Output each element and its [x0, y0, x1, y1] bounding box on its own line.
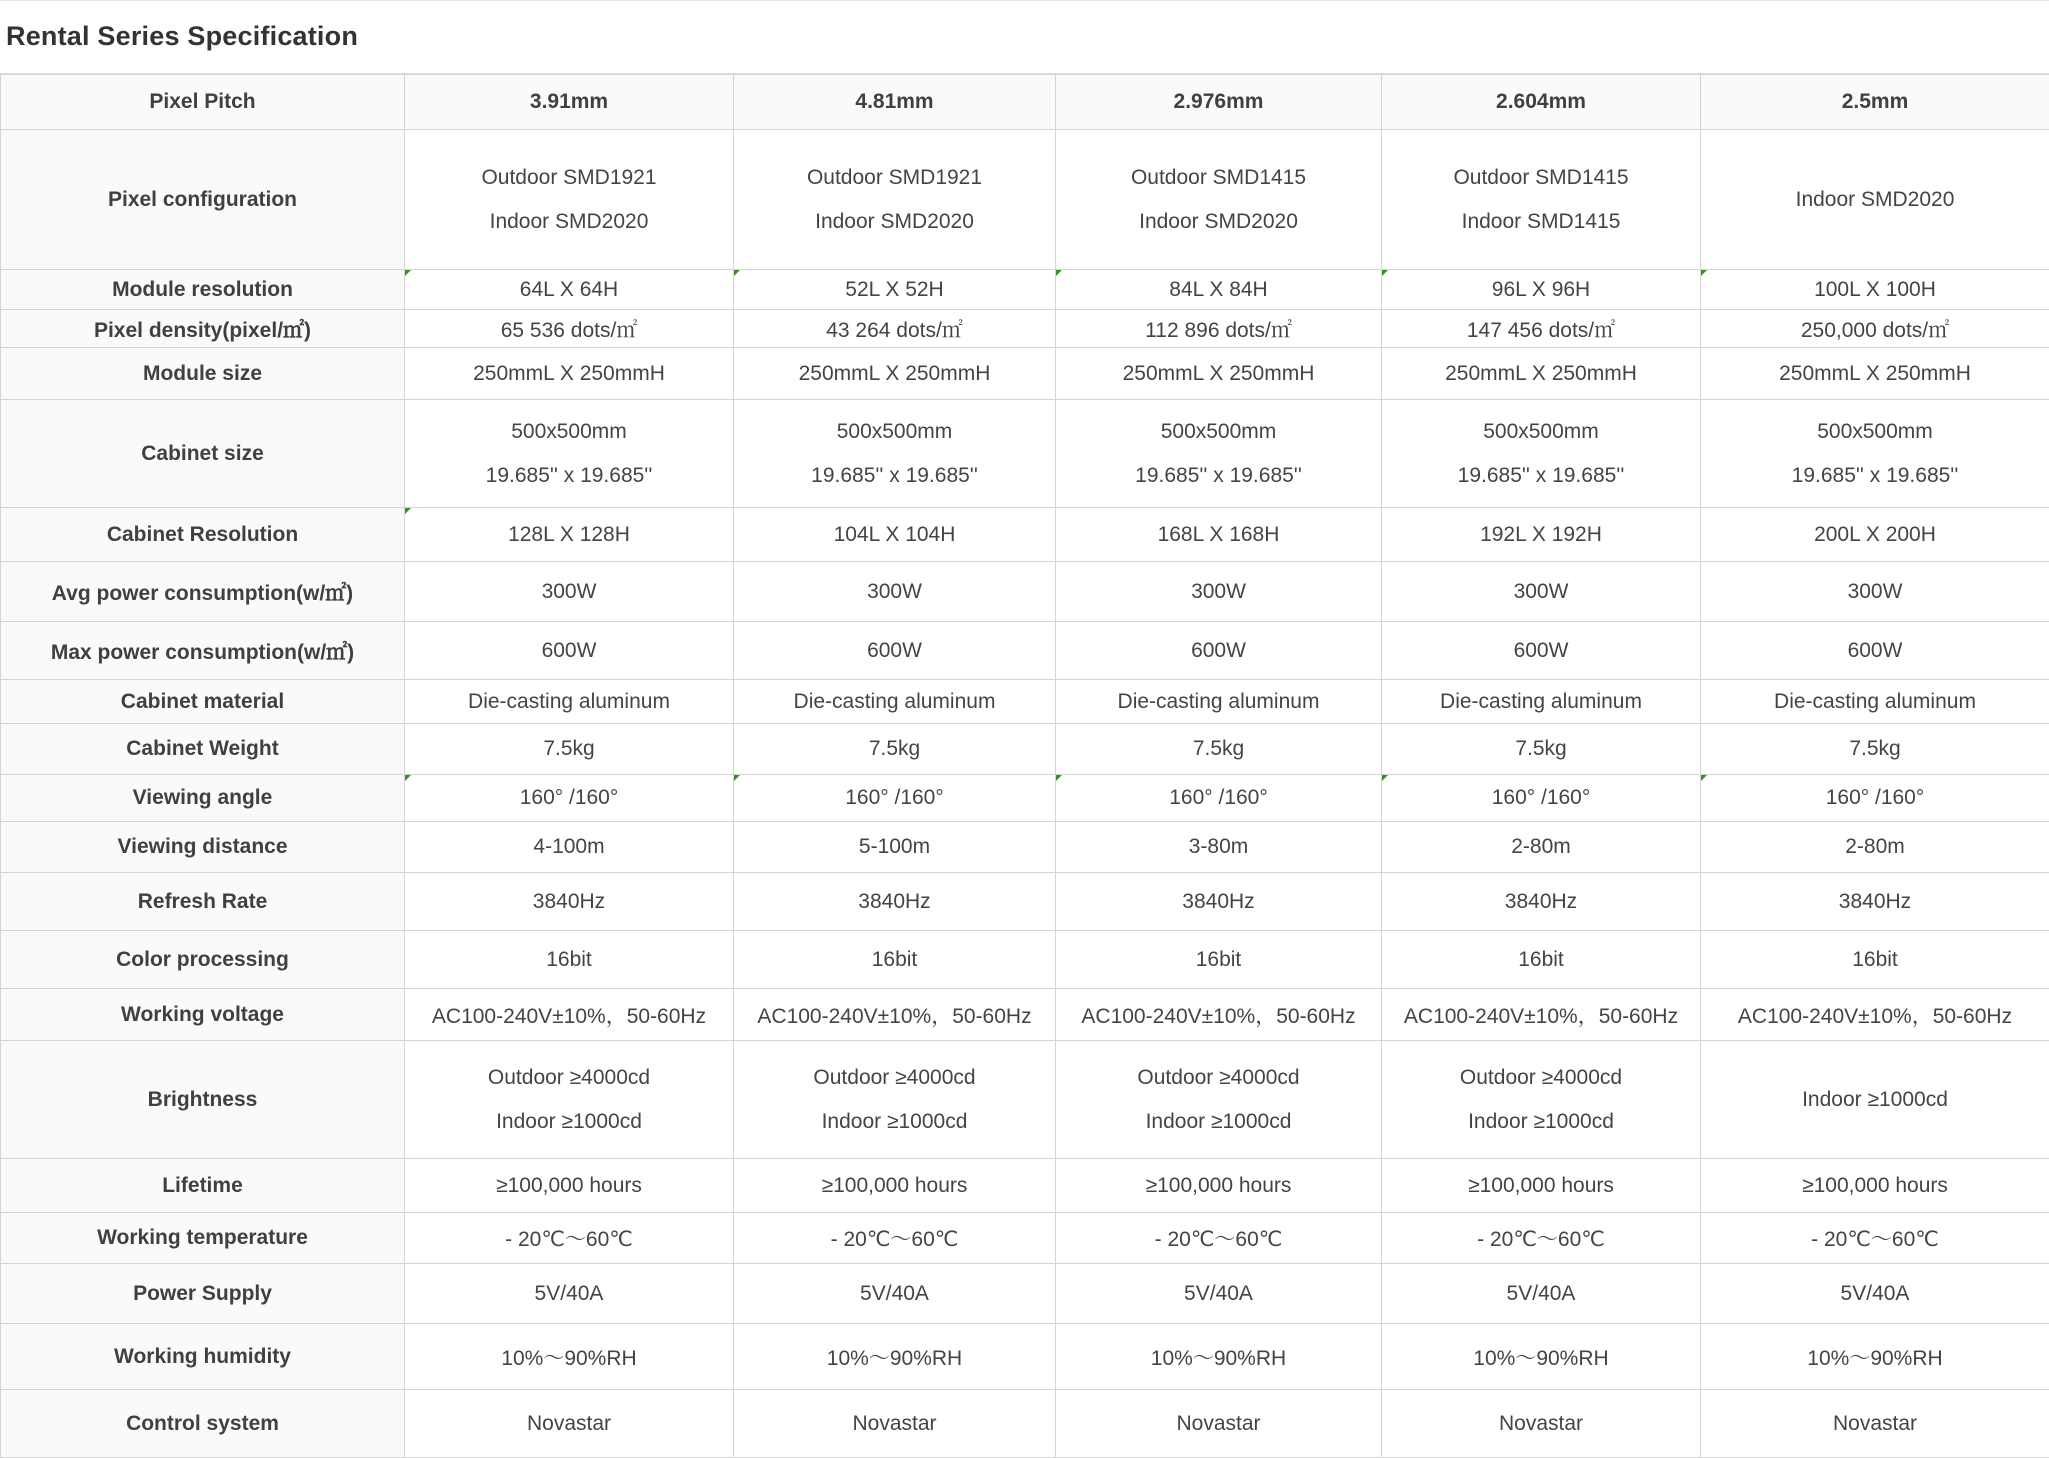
cell-line: 19.685'' x 19.685'' [1062, 463, 1375, 488]
table-cell: 2-80m [1701, 822, 2049, 873]
table-cell: 600W [1382, 622, 1701, 680]
table-cell: Die-casting aluminum [1056, 680, 1382, 724]
cell-line: Outdoor ≥4000cd [740, 1065, 1049, 1090]
table-cell: 10%～90%RH [1701, 1324, 2049, 1390]
table-cell: 300W [1382, 562, 1701, 622]
row-label: Working voltage [1, 989, 405, 1041]
cell-line: Indoor ≥1000cd [1062, 1109, 1375, 1134]
table-cell: 192L X 192H [1382, 508, 1701, 562]
cell-line: Indoor ≥1000cd [411, 1109, 727, 1134]
cell-line: Indoor SMD2020 [1707, 187, 2043, 212]
cell-line: 19.685'' x 19.685'' [740, 463, 1049, 488]
table-cell: 300W [1056, 562, 1382, 622]
table-cell [734, 400, 1056, 508]
row-label: Working humidity [1, 1324, 405, 1390]
table-cell: AC100-240V±10%，50-60Hz [1056, 989, 1382, 1041]
table-cell: 7.5kg [1701, 724, 2049, 775]
table-cell [1701, 400, 2049, 508]
table-cell: 16bit [1701, 931, 2049, 989]
table-row [1, 989, 2049, 1041]
header-row [1, 75, 2049, 130]
table-row [1, 1390, 2049, 1458]
cell-line: Indoor SMD2020 [1062, 209, 1375, 234]
page-title: Rental Series Specification [6, 21, 358, 52]
table-cell: 2-80m [1382, 822, 1701, 873]
cell-line: 500x500mm [1388, 419, 1694, 444]
table-cell: 5V/40A [1056, 1264, 1382, 1324]
table-row [1, 931, 2049, 989]
table-row [1, 400, 2049, 508]
cell-line: Outdoor SMD1415 [1388, 165, 1694, 190]
row-label: Module size [1, 348, 405, 400]
table-cell: Novastar [1382, 1390, 1701, 1458]
table-row [1, 348, 2049, 400]
table-cell: - 20℃～60℃ [1056, 1213, 1382, 1264]
row-label: Pixel density(pixel/㎡) [1, 310, 405, 348]
table-cell: Die-casting aluminum [1382, 680, 1701, 724]
table-cell: 16bit [734, 931, 1056, 989]
table-cell: 160° /160° [1701, 775, 2049, 822]
table-cell: 16bit [1382, 931, 1701, 989]
table-cell: 600W [405, 622, 734, 680]
table-row [1, 1041, 2049, 1159]
table-cell: Die-casting aluminum [405, 680, 734, 724]
table-cell: 7.5kg [405, 724, 734, 775]
table-cell [1701, 130, 2049, 270]
table-cell: 128L X 128H [405, 508, 734, 562]
table-cell: - 20℃～60℃ [1701, 1213, 2049, 1264]
cell-line: 19.685'' x 19.685'' [411, 463, 727, 488]
table-cell: 160° /160° [405, 775, 734, 822]
table-cell [734, 1041, 1056, 1159]
table-cell [1382, 400, 1701, 508]
table-cell: 10%～90%RH [1056, 1324, 1382, 1390]
table-cell: 7.5kg [1382, 724, 1701, 775]
table-row [1, 310, 2049, 348]
table-cell: ≥100,000 hours [734, 1159, 1056, 1213]
table-cell: 10%～90%RH [1382, 1324, 1701, 1390]
table-cell: 4-100m [405, 822, 734, 873]
table-cell: 65 536 dots/㎡ [405, 310, 734, 348]
table-cell: 160° /160° [1382, 775, 1701, 822]
table-cell: 147 456 dots/㎡ [1382, 310, 1701, 348]
row-label: Pixel configuration [1, 130, 405, 270]
table-cell: 104L X 104H [734, 508, 1056, 562]
table-cell: Die-casting aluminum [734, 680, 1056, 724]
table-cell: 112 896 dots/㎡ [1056, 310, 1382, 348]
cell-line: Outdoor SMD1415 [1062, 165, 1375, 190]
row-label: Viewing distance [1, 822, 405, 873]
table-cell [405, 400, 734, 508]
table-cell: ≥100,000 hours [1056, 1159, 1382, 1213]
table-row [1, 1159, 2049, 1213]
table-cell: Novastar [1701, 1390, 2049, 1458]
row-label: Avg power consumption(w/㎡) [1, 562, 405, 622]
table-cell: Novastar [405, 1390, 734, 1458]
table-cell: 250mmL X 250mmH [734, 348, 1056, 400]
table-cell: 300W [405, 562, 734, 622]
table-cell: 3840Hz [1701, 873, 2049, 931]
table-cell: 84L X 84H [1056, 270, 1382, 310]
table-cell: 250mmL X 250mmH [1701, 348, 2049, 400]
cell-line: Outdoor ≥4000cd [1062, 1065, 1375, 1090]
table-cell: Novastar [1056, 1390, 1382, 1458]
table-cell: 160° /160° [734, 775, 1056, 822]
table-cell: Die-casting aluminum [1701, 680, 2049, 724]
table-cell: 600W [734, 622, 1056, 680]
header-pitch-5: 2.5mm [1701, 75, 2049, 130]
table-cell: 3840Hz [734, 873, 1056, 931]
table-cell: AC100-240V±10%，50-60Hz [1701, 989, 2049, 1041]
table-cell: 52L X 52H [734, 270, 1056, 310]
cell-line: Outdoor SMD1921 [740, 165, 1049, 190]
cell-line: Outdoor ≥4000cd [411, 1065, 727, 1090]
row-label: Control system [1, 1390, 405, 1458]
table-cell: 5V/40A [734, 1264, 1056, 1324]
table-cell: AC100-240V±10%，50-60Hz [1382, 989, 1701, 1041]
table-cell: 5V/40A [1701, 1264, 2049, 1324]
table-cell: 200L X 200H [1701, 508, 2049, 562]
table-cell: 168L X 168H [1056, 508, 1382, 562]
table-cell: ≥100,000 hours [405, 1159, 734, 1213]
spec-table [0, 74, 2049, 1458]
table-cell: 5V/40A [1382, 1264, 1701, 1324]
table-cell [1382, 130, 1701, 270]
row-label: Brightness [1, 1041, 405, 1159]
table-row [1, 508, 2049, 562]
table-cell: 5V/40A [405, 1264, 734, 1324]
table-cell: 16bit [405, 931, 734, 989]
table-row [1, 622, 2049, 680]
cell-line: Indoor ≥1000cd [1388, 1109, 1694, 1134]
cell-line: Indoor SMD2020 [740, 209, 1049, 234]
table-cell: 10%～90%RH [734, 1324, 1056, 1390]
table-cell: 5-100m [734, 822, 1056, 873]
table-cell [1056, 1041, 1382, 1159]
table-cell: 160° /160° [1056, 775, 1382, 822]
table-cell: - 20℃～60℃ [734, 1213, 1056, 1264]
table-row [1, 562, 2049, 622]
table-cell: 43 264 dots/㎡ [734, 310, 1056, 348]
table-cell: 7.5kg [734, 724, 1056, 775]
table-cell: 3840Hz [405, 873, 734, 931]
cell-line: Outdoor SMD1921 [411, 165, 727, 190]
table-cell: 600W [1701, 622, 2049, 680]
table-cell: - 20℃～60℃ [405, 1213, 734, 1264]
table-cell: 300W [734, 562, 1056, 622]
table-cell: 64L X 64H [405, 270, 734, 310]
table-cell: 16bit [1056, 931, 1382, 989]
row-label: Color processing [1, 931, 405, 989]
cell-line: Indoor ≥1000cd [1707, 1087, 2043, 1112]
table-cell: 7.5kg [1056, 724, 1382, 775]
table-row [1, 130, 2049, 270]
table-cell: 600W [1056, 622, 1382, 680]
header-pitch-4: 2.604mm [1382, 75, 1701, 130]
table-cell: 100L X 100H [1701, 270, 2049, 310]
table-cell: 10%～90%RH [405, 1324, 734, 1390]
header-pitch-3: 2.976mm [1056, 75, 1382, 130]
cell-line: 500x500mm [1062, 419, 1375, 444]
row-label: Module resolution [1, 270, 405, 310]
row-label: Cabinet material [1, 680, 405, 724]
table-cell: Novastar [734, 1390, 1056, 1458]
row-label: Cabinet size [1, 400, 405, 508]
cell-line: 500x500mm [1707, 419, 2043, 444]
table-row [1, 1213, 2049, 1264]
table-cell: AC100-240V±10%，50-60Hz [405, 989, 734, 1041]
cell-line: 19.685'' x 19.685'' [1707, 463, 2043, 488]
table-row [1, 1324, 2049, 1390]
row-label: Refresh Rate [1, 873, 405, 931]
row-label: Power Supply [1, 1264, 405, 1324]
table-row [1, 680, 2049, 724]
table-cell: 250mmL X 250mmH [1382, 348, 1701, 400]
header-label: Pixel Pitch [1, 75, 405, 130]
cell-line: 500x500mm [740, 419, 1049, 444]
table-row [1, 724, 2049, 775]
table-cell: 3840Hz [1382, 873, 1701, 931]
table-row [1, 1264, 2049, 1324]
header-pitch-1: 3.91mm [405, 75, 734, 130]
table-cell: 3840Hz [1056, 873, 1382, 931]
table-cell [734, 130, 1056, 270]
table-row [1, 775, 2049, 822]
table-cell [1056, 130, 1382, 270]
table-cell: ≥100,000 hours [1701, 1159, 2049, 1213]
cell-line: Outdoor ≥4000cd [1388, 1065, 1694, 1090]
table-row [1, 822, 2049, 873]
table-cell: 250mmL X 250mmH [405, 348, 734, 400]
row-label: Working temperature [1, 1213, 405, 1264]
header-pitch-2: 4.81mm [734, 75, 1056, 130]
cell-line: Indoor ≥1000cd [740, 1109, 1049, 1134]
table-cell: 3-80m [1056, 822, 1382, 873]
table-cell [1056, 400, 1382, 508]
table-cell: 250mmL X 250mmH [1056, 348, 1382, 400]
table-row [1, 270, 2049, 310]
title-bar [0, 0, 2049, 74]
table-cell: AC100-240V±10%，50-60Hz [734, 989, 1056, 1041]
table-row [1, 873, 2049, 931]
row-label: Viewing angle [1, 775, 405, 822]
table-cell [405, 130, 734, 270]
table-cell: 250,000 dots/㎡ [1701, 310, 2049, 348]
row-label: Lifetime [1, 1159, 405, 1213]
table-cell: 96L X 96H [1382, 270, 1701, 310]
row-label: Cabinet Resolution [1, 508, 405, 562]
table-cell [405, 1041, 734, 1159]
table-cell: ≥100,000 hours [1382, 1159, 1701, 1213]
cell-line: Indoor SMD2020 [411, 209, 727, 234]
cell-line: Indoor SMD1415 [1388, 209, 1694, 234]
table-cell [1701, 1041, 2049, 1159]
table-cell [1382, 1041, 1701, 1159]
cell-line: 500x500mm [411, 419, 727, 444]
row-label: Cabinet Weight [1, 724, 405, 775]
table-cell: 300W [1701, 562, 2049, 622]
table-cell: - 20℃～60℃ [1382, 1213, 1701, 1264]
row-label: Max power consumption(w/㎡) [1, 622, 405, 680]
cell-line: 19.685'' x 19.685'' [1388, 463, 1694, 488]
